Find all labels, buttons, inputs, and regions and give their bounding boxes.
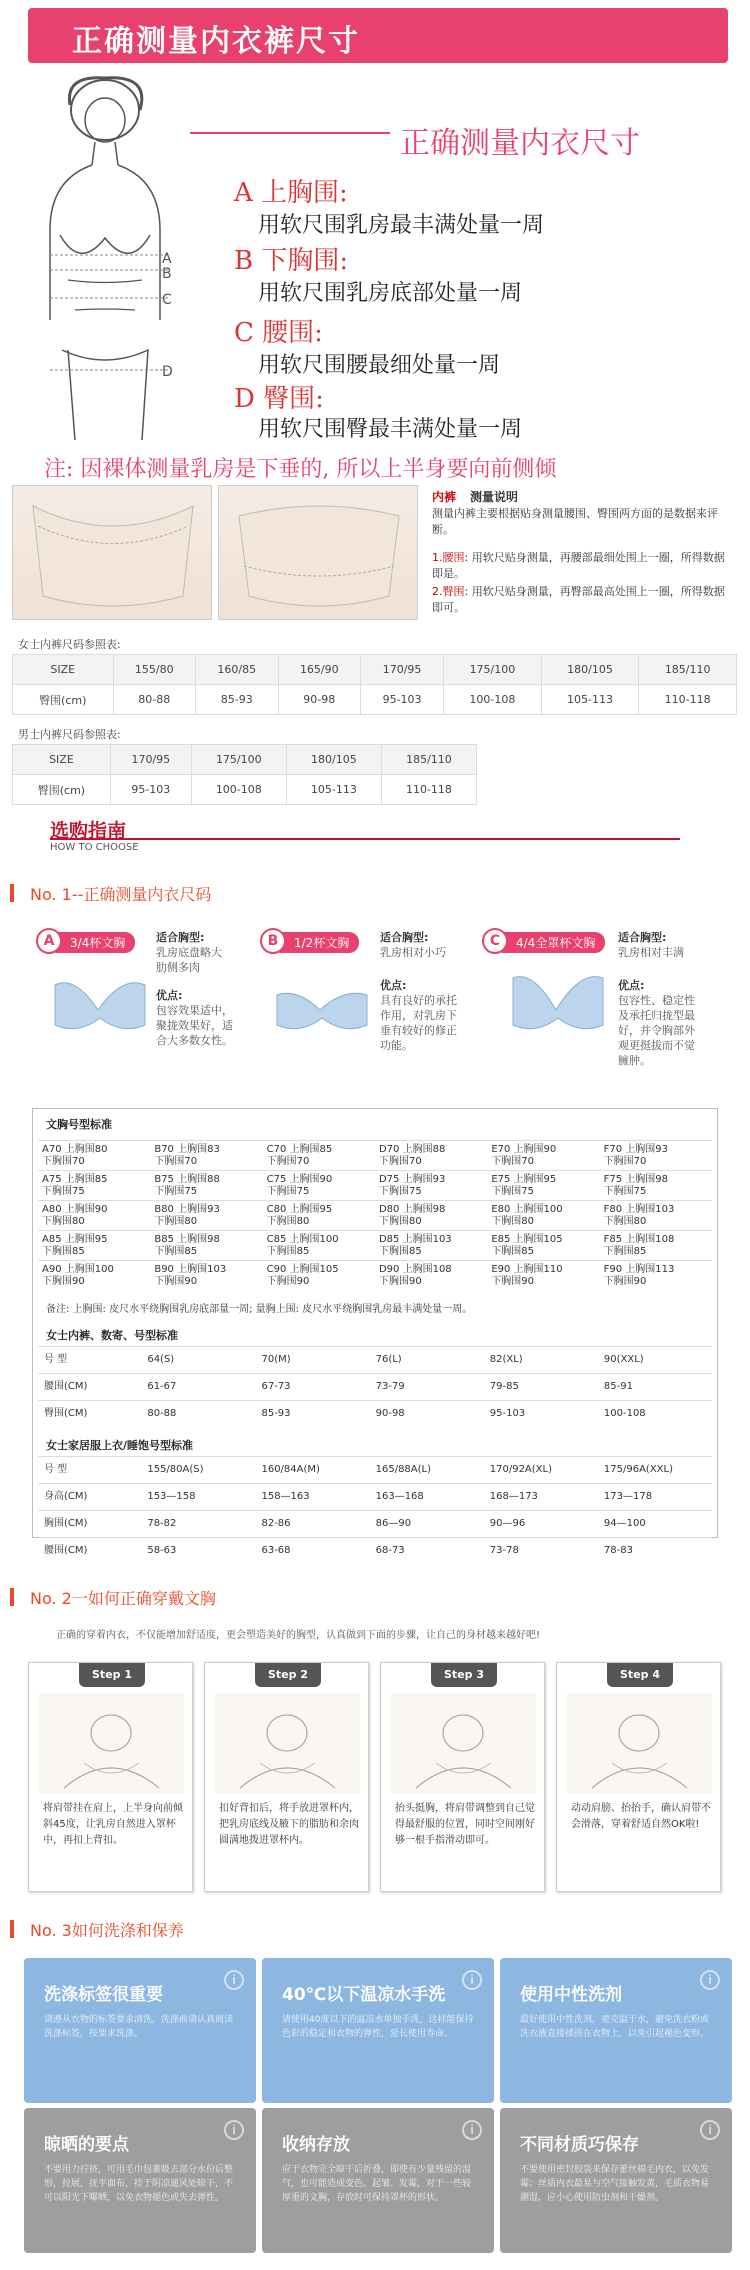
- wash-card-desc: 请使用40度以下的温凉水单独手洗，这样能保持色彩的稳定和衣物的弹性，延长使用寿命。: [282, 2015, 474, 2039]
- info-icon: i: [462, 1970, 482, 1990]
- step-tag: Step 1: [79, 1663, 145, 1687]
- pant-photo-hip: [218, 485, 418, 620]
- measure-d-head: D 臀围:: [234, 384, 324, 414]
- table-cell: 105-113: [286, 775, 381, 805]
- table-cell: 95-103: [361, 685, 444, 715]
- wash-card-title: 收纳存放: [282, 2135, 350, 2155]
- table-cell: 185/110: [381, 745, 476, 775]
- measure-note: 注: 因裸体测量乳房是下垂的, 所以上半身要向前侧倾: [44, 457, 557, 482]
- table-cell: 68-73: [375, 1545, 405, 1556]
- table-cell: 105-113: [541, 685, 639, 715]
- cup-a-fit-label: 适合胸型:: [156, 931, 205, 944]
- table-row: [38, 1200, 712, 1230]
- table-row: [38, 1483, 712, 1510]
- table-cell: D75 上胸围93 下胸围75: [378, 1174, 446, 1197]
- cup-a-name: 3/4杯文胸: [70, 936, 126, 950]
- table-cell: 90-98: [278, 685, 361, 715]
- table-cell: 95-103: [110, 775, 191, 805]
- cup-b-adv: [380, 978, 460, 1053]
- table-row: [38, 1230, 712, 1260]
- cup-b-fit-label: 适合胸型:: [380, 931, 429, 944]
- table-cell: 160/85: [196, 655, 279, 685]
- table-cell: E80 上胸围100 下胸围80: [491, 1204, 563, 1227]
- table-cell: E70 上胸围90 下胸围70: [491, 1144, 557, 1167]
- home-std-grid: [38, 1456, 712, 1564]
- pants-std-title: 女士内裤、数寄、号型标准: [46, 1329, 178, 1342]
- table-cell: F75 上胸围98 下胸围75: [603, 1174, 669, 1197]
- info-icon: i: [700, 1970, 720, 1990]
- table-cell: D85 上胸围103 下胸围85: [378, 1234, 452, 1257]
- step-tag: Step 4: [607, 1663, 673, 1687]
- step-illustration: [39, 1693, 184, 1793]
- cup-c-adv: [618, 978, 698, 1068]
- cup-a-fit-text: 乳房底盘略大 肋侧多肉: [156, 946, 222, 974]
- table-cell: 100-108: [444, 685, 542, 715]
- table-cell: 58-63: [147, 1545, 177, 1556]
- pant-photo-waist: [12, 485, 212, 620]
- table-cell: A85 上胸围95 下胸围85: [42, 1234, 108, 1257]
- step-card: [28, 1662, 193, 1892]
- cup-c-adv-label: 优点:: [618, 979, 645, 992]
- info-icon: i: [700, 2120, 720, 2140]
- no2-intro: 正确的穿着内衣，不仅能增加舒适度，更会塑造美好的胸型，认真做到下面的步骤，让自己的身材越来越好吧!: [56, 1630, 541, 1641]
- step-card: [380, 1662, 545, 1892]
- table-row: [38, 1373, 712, 1400]
- table-cell: 180/105: [286, 745, 381, 775]
- bra-3-4-cup-icon: [50, 970, 150, 1040]
- table-cell: 175/100: [191, 745, 286, 775]
- step-text: 扣好背扣后，将手放进罩杯内，把乳房底线及腋下的脂肪和余肉圆满地拨进罩杯内。: [219, 1803, 359, 1846]
- hip-measure-illustration: [219, 486, 419, 621]
- title-rule: [190, 132, 390, 134]
- table-cell: F80 上胸围103 下胸围80: [603, 1204, 675, 1227]
- women-table-caption: 女士内裤尺码参照表:: [18, 638, 121, 651]
- cup-a-adv-label: 优点:: [156, 989, 183, 1002]
- table-cell: 臀围(CM): [44, 1408, 88, 1419]
- measure-a-head: A 上胸围:: [234, 178, 348, 208]
- table-row: [13, 685, 737, 715]
- table-cell: 90—96: [489, 1518, 526, 1529]
- wash-card-desc: 应于衣物完全晾干后折叠，即使有少量残留的湿气，也可能造成变色、起皱、发霉，对于一些较厚重的文胸，存放时可保持罩杯的形状。: [282, 2165, 472, 2203]
- info-icon: i: [224, 1970, 244, 1990]
- bra-4-4-cup-icon: [508, 970, 608, 1040]
- table-cell: 94—100: [603, 1518, 646, 1529]
- table-cell: C80 上胸围95 下胸围80: [266, 1204, 333, 1227]
- step-tag: Step 3: [431, 1663, 497, 1687]
- table-cell: 80-88: [113, 685, 196, 715]
- table-cell: 180/105: [541, 655, 639, 685]
- table-cell: SIZE: [13, 745, 111, 775]
- table-cell: 身高(CM): [44, 1491, 88, 1502]
- table-cell: 110-118: [639, 685, 737, 715]
- table-cell: 73-78: [489, 1545, 519, 1556]
- table-cell: D90 上胸围108 下胸围90: [378, 1264, 452, 1287]
- table-cell: 63-68: [261, 1545, 291, 1556]
- table-cell: C70 上胸围85 下胸围70: [266, 1144, 333, 1167]
- table-row: [13, 775, 477, 805]
- table-cell: 胸围(CM): [44, 1518, 88, 1529]
- wash-card-desc: 不要使用密封胶袋来保存蕾丝棉毛内衣，以免发霉；丝质内衣最易与空气接触发黄，毛质衣物易潮湿，应小心使用防虫剂和干燥剂。: [520, 2165, 710, 2203]
- step-card: [556, 1662, 721, 1892]
- no2-title: No. 2一如何正确穿戴文胸: [30, 1589, 216, 1608]
- guide-rule: [50, 838, 680, 840]
- step-illustration: [215, 1693, 360, 1793]
- pant-subtitle: 测量说明: [470, 490, 519, 504]
- table-cell: 85-91: [603, 1381, 633, 1392]
- wash-card: [24, 1958, 256, 2103]
- table-cell: F90 上胸围113 下胸围90: [603, 1264, 675, 1287]
- wash-card-desc: 请遵从衣物的标签要求清洗，洗涤前请认真阅读洗涤标签，按要求洗涤。: [44, 2015, 234, 2039]
- table-cell: 82-86: [261, 1518, 291, 1529]
- table-cell: 78-82: [147, 1518, 177, 1529]
- measure-b-desc: 用软尺围乳房底部处量一周: [258, 281, 523, 306]
- table-cell: 165/88A(L): [375, 1464, 432, 1475]
- cup-b-fit-text: 乳房相对小巧: [380, 946, 446, 959]
- table-cell: 70(M): [261, 1354, 291, 1365]
- table-cell: B80 上胸围93 下胸围80: [154, 1204, 220, 1227]
- table-cell: E75 上胸围95 下胸围75: [491, 1174, 557, 1197]
- table-cell: 175/96A(XXL): [603, 1464, 673, 1475]
- table-cell: 170/95: [361, 655, 444, 685]
- table-row: [38, 1140, 712, 1170]
- pant-waist-text: : 用软尺贴身测量，再腰部最细处围上一圈，所得数据即是。: [432, 551, 725, 580]
- table-cell: 165/90: [278, 655, 361, 685]
- table-cell: B75 上胸围88 下胸围75: [154, 1174, 220, 1197]
- section-marker: [10, 1920, 14, 1938]
- table-cell: 82(XL): [489, 1354, 523, 1365]
- pant-waist-item: [432, 550, 732, 582]
- step-text: 抬头挺胸，将肩带调整到自己觉得最舒服的位置，同时空间刚好够一根手指滑动即可。: [395, 1803, 535, 1846]
- std-table-title: 文胸号型标准: [46, 1118, 112, 1131]
- table-cell: 78-83: [603, 1545, 633, 1556]
- wash-card-desc: 不要用力拧挤，可用毛巾包裹吸去部分水份后整形，拉展，抚平面布，挂于阴凉通风处晾干，不可以阳光下曝晒，以免衣物褪色或失去弹性。: [44, 2165, 234, 2203]
- men-size-table: [12, 744, 477, 805]
- table-cell: 153—158: [147, 1491, 196, 1502]
- pant-hip-key: 2.臀围: [432, 585, 465, 598]
- table-cell: B70 上胸围83 下胸围70: [154, 1144, 220, 1167]
- table-cell: A70 上胸围80 下胸围70: [42, 1144, 108, 1167]
- measure-a-desc: 用软尺围乳房最丰满处量一周: [258, 213, 545, 238]
- table-cell: 100-108: [191, 775, 286, 805]
- women-size-table: [12, 654, 737, 715]
- guide-subtitle: HOW TO CHOOSE: [50, 842, 139, 853]
- table-cell: C90 上胸围105 下胸围90: [266, 1264, 339, 1287]
- figure-label-b: B: [162, 266, 172, 282]
- table-cell: 79-85: [489, 1381, 519, 1392]
- table-cell: E85 上胸围105 下胸围85: [491, 1234, 563, 1257]
- table-cell: 61-67: [147, 1381, 177, 1392]
- pant-hip-item: [432, 584, 732, 616]
- cup-c-badge: C: [482, 928, 508, 954]
- table-row: [38, 1456, 712, 1483]
- table-cell: 臀围(cm): [13, 685, 114, 715]
- wash-card-title: 不同材质巧保存: [520, 2135, 639, 2155]
- pant-title: 内裤: [432, 490, 457, 504]
- table-cell: B85 上胸围98 下胸围85: [154, 1234, 220, 1257]
- table-cell: B90 上胸围103 下胸围90: [154, 1264, 227, 1287]
- cup-c-fit-label: 适合胸型:: [618, 931, 667, 944]
- table-cell: D80 上胸围98 下胸围80: [378, 1204, 446, 1227]
- measure-b-head: B 下胸围:: [234, 246, 349, 276]
- info-icon: i: [224, 2120, 244, 2140]
- step-text: 将肩带挂在肩上，上半身向前倾斜45度，让乳房自然进入罩杯中，再扣上背扣。: [43, 1803, 183, 1846]
- pant-desc: 测量内裤主要根据贴身测量腰围、臀围两方面的是数据来评断。: [432, 507, 718, 536]
- table-cell: A75 上胸围85 下胸围75: [42, 1174, 108, 1197]
- table-cell: F85 上胸围108 下胸围85: [603, 1234, 675, 1257]
- std-grid: [38, 1140, 712, 1290]
- table-cell: 185/110: [639, 655, 737, 685]
- pant-hip-text: : 用软尺贴身测量，再臀部最高处围上一圈，所得数据即可。: [432, 585, 725, 614]
- cup-a-adv-text: 包容效果适中，聚拢效果好，适合大多数女性。: [156, 1004, 233, 1047]
- table-cell: A80 上胸围90 下胸围80: [42, 1204, 108, 1227]
- step-illustration: [567, 1693, 712, 1793]
- cup-c-name: 4/4全罩杯文胸: [516, 936, 596, 950]
- table-cell: 173—178: [603, 1491, 653, 1502]
- cup-b-badge: B: [260, 928, 286, 954]
- wash-card: [500, 2108, 732, 2253]
- measure-title: 正确测量内衣尺寸: [400, 126, 640, 161]
- table-cell: 80-88: [147, 1408, 177, 1419]
- table-row: [38, 1170, 712, 1200]
- table-cell: 155/80: [113, 655, 196, 685]
- table-row: [13, 655, 737, 685]
- step-text: 动动肩膀、抬抬手，确认肩带不会滑落，穿着舒适自然OK啦!: [571, 1803, 711, 1830]
- cup-b-fit: [380, 930, 460, 960]
- table-cell: A90 上胸围100 下胸围90: [42, 1264, 114, 1287]
- table-row: [38, 1400, 712, 1427]
- table-cell: 67-73: [261, 1381, 291, 1392]
- cup-c-adv-text: 包容性、稳定性及承托归拢型最好，并令胸部外观更挺拔而不觉臃肿。: [618, 994, 695, 1067]
- cup-a-badge: A: [36, 928, 62, 954]
- wash-card: [24, 2108, 256, 2253]
- cup-b-adv-text: 具有良好的承托作用，对乳房下垂有较好的修正功能。: [380, 994, 457, 1052]
- measure-c-desc: 用软尺围腰最细处量一周: [258, 353, 501, 378]
- table-cell: 100-108: [603, 1408, 646, 1419]
- table-cell: 90(XXL): [603, 1354, 644, 1365]
- table-row: [38, 1510, 712, 1537]
- wash-card-title: 使用中性洗剂: [520, 1985, 622, 2005]
- wash-card-title: 洗涤标签很重要: [44, 1985, 163, 2005]
- wash-card-desc: 最好使用中性洗剂，更売温于水，避免洗衣粉或洗衣液直接揉搓在衣物上，以免引起褪色变形。: [520, 2015, 710, 2039]
- table-cell: F70 上胸围93 下胸围70: [603, 1144, 669, 1167]
- table-row: [38, 1537, 712, 1564]
- table-cell: E90 上胸围110 下胸围90: [491, 1264, 563, 1287]
- table-cell: 158—163: [261, 1491, 310, 1502]
- wash-card-title: 晾晒的要点: [44, 2135, 129, 2155]
- table-cell: D70 上胸围88 下胸围70: [378, 1144, 446, 1167]
- table-cell: 86—90: [375, 1518, 412, 1529]
- table-cell: 168—173: [489, 1491, 538, 1502]
- figure-label-d: D: [162, 364, 173, 380]
- cup-b-adv-label: 优点:: [380, 979, 407, 992]
- table-cell: 号 型: [44, 1354, 68, 1365]
- step-illustration: [391, 1693, 536, 1793]
- table-cell: 160/84A(M): [261, 1464, 320, 1475]
- table-cell: 110-118: [381, 775, 476, 805]
- figure-label-a: A: [162, 251, 172, 267]
- table-cell: 175/100: [444, 655, 542, 685]
- page-banner: [28, 8, 728, 63]
- step-tag: Step 2: [255, 1663, 321, 1687]
- table-row: [13, 745, 477, 775]
- pants-std-grid: [38, 1346, 712, 1427]
- table-cell: 155/80A(S): [147, 1464, 204, 1475]
- section-marker: [10, 884, 14, 902]
- table-cell: 95-103: [489, 1408, 526, 1419]
- bra-1-2-cup-icon: [272, 970, 372, 1040]
- banner-title: 正确测量内衣裤尺寸: [72, 24, 360, 59]
- wash-card-title: 40℃以下温凉水手洗: [282, 1985, 446, 2005]
- table-cell: 170/92A(XL): [489, 1464, 552, 1475]
- table-cell: 号 型: [44, 1464, 68, 1475]
- cup-c-fit: [618, 930, 698, 960]
- table-cell: 臀围(cm): [13, 775, 111, 805]
- std-note: 备注: 上胸围: 皮尺水平绕胸围乳房底部量一周; 量胸上围: 皮尺水平绕胸围乳房最丰满处量一周。: [46, 1304, 473, 1315]
- table-cell: SIZE: [13, 655, 114, 685]
- table-cell: 85-93: [261, 1408, 291, 1419]
- cup-b-name: 1/2杯文胸: [294, 936, 350, 950]
- measure-c-head: C 腰围:: [234, 318, 323, 348]
- table-cell: 90-98: [375, 1408, 405, 1419]
- no1-title: No. 1--正确测量内衣尺码: [30, 885, 212, 904]
- cup-c-fit-text: 乳房相对丰满: [618, 946, 684, 959]
- cup-a-fit: [156, 930, 236, 975]
- table-cell: 腰围(CM): [44, 1381, 88, 1392]
- guide-title: 选购指南: [50, 820, 127, 842]
- wash-card: [500, 1958, 732, 2103]
- table-cell: 170/95: [110, 745, 191, 775]
- cup-c-label: [494, 932, 605, 953]
- no3-title: No. 3如何洗涤和保养: [30, 1921, 184, 1940]
- table-cell: 腰围(CM): [44, 1545, 88, 1556]
- wash-card: [262, 1958, 494, 2103]
- table-row: [38, 1346, 712, 1373]
- info-icon: i: [462, 2120, 482, 2140]
- table-cell: 73-79: [375, 1381, 405, 1392]
- step-card: [204, 1662, 369, 1892]
- waist-measure-illustration: [13, 486, 213, 621]
- cup-a-adv: [156, 988, 236, 1048]
- table-cell: 76(L): [375, 1354, 402, 1365]
- figure-label-c: C: [162, 292, 172, 308]
- measure-d-desc: 用软尺围臀最丰满处量一周: [258, 417, 523, 442]
- men-table-caption: 男士内裤尺码参照表:: [18, 728, 121, 741]
- table-row: [38, 1260, 712, 1290]
- table-cell: C85 上胸围100 下胸围85: [266, 1234, 339, 1257]
- home-std-title: 女士家居服上衣/睡饱号型标准: [46, 1439, 194, 1452]
- section-marker: [10, 1588, 14, 1606]
- table-cell: 85-93: [196, 685, 279, 715]
- table-cell: C75 上胸围90 下胸围75: [266, 1174, 333, 1197]
- table-cell: 64(S): [147, 1354, 175, 1365]
- table-cell: 163—168: [375, 1491, 424, 1502]
- wash-card: [262, 2108, 494, 2253]
- pant-waist-key: 1.腰围: [432, 551, 465, 564]
